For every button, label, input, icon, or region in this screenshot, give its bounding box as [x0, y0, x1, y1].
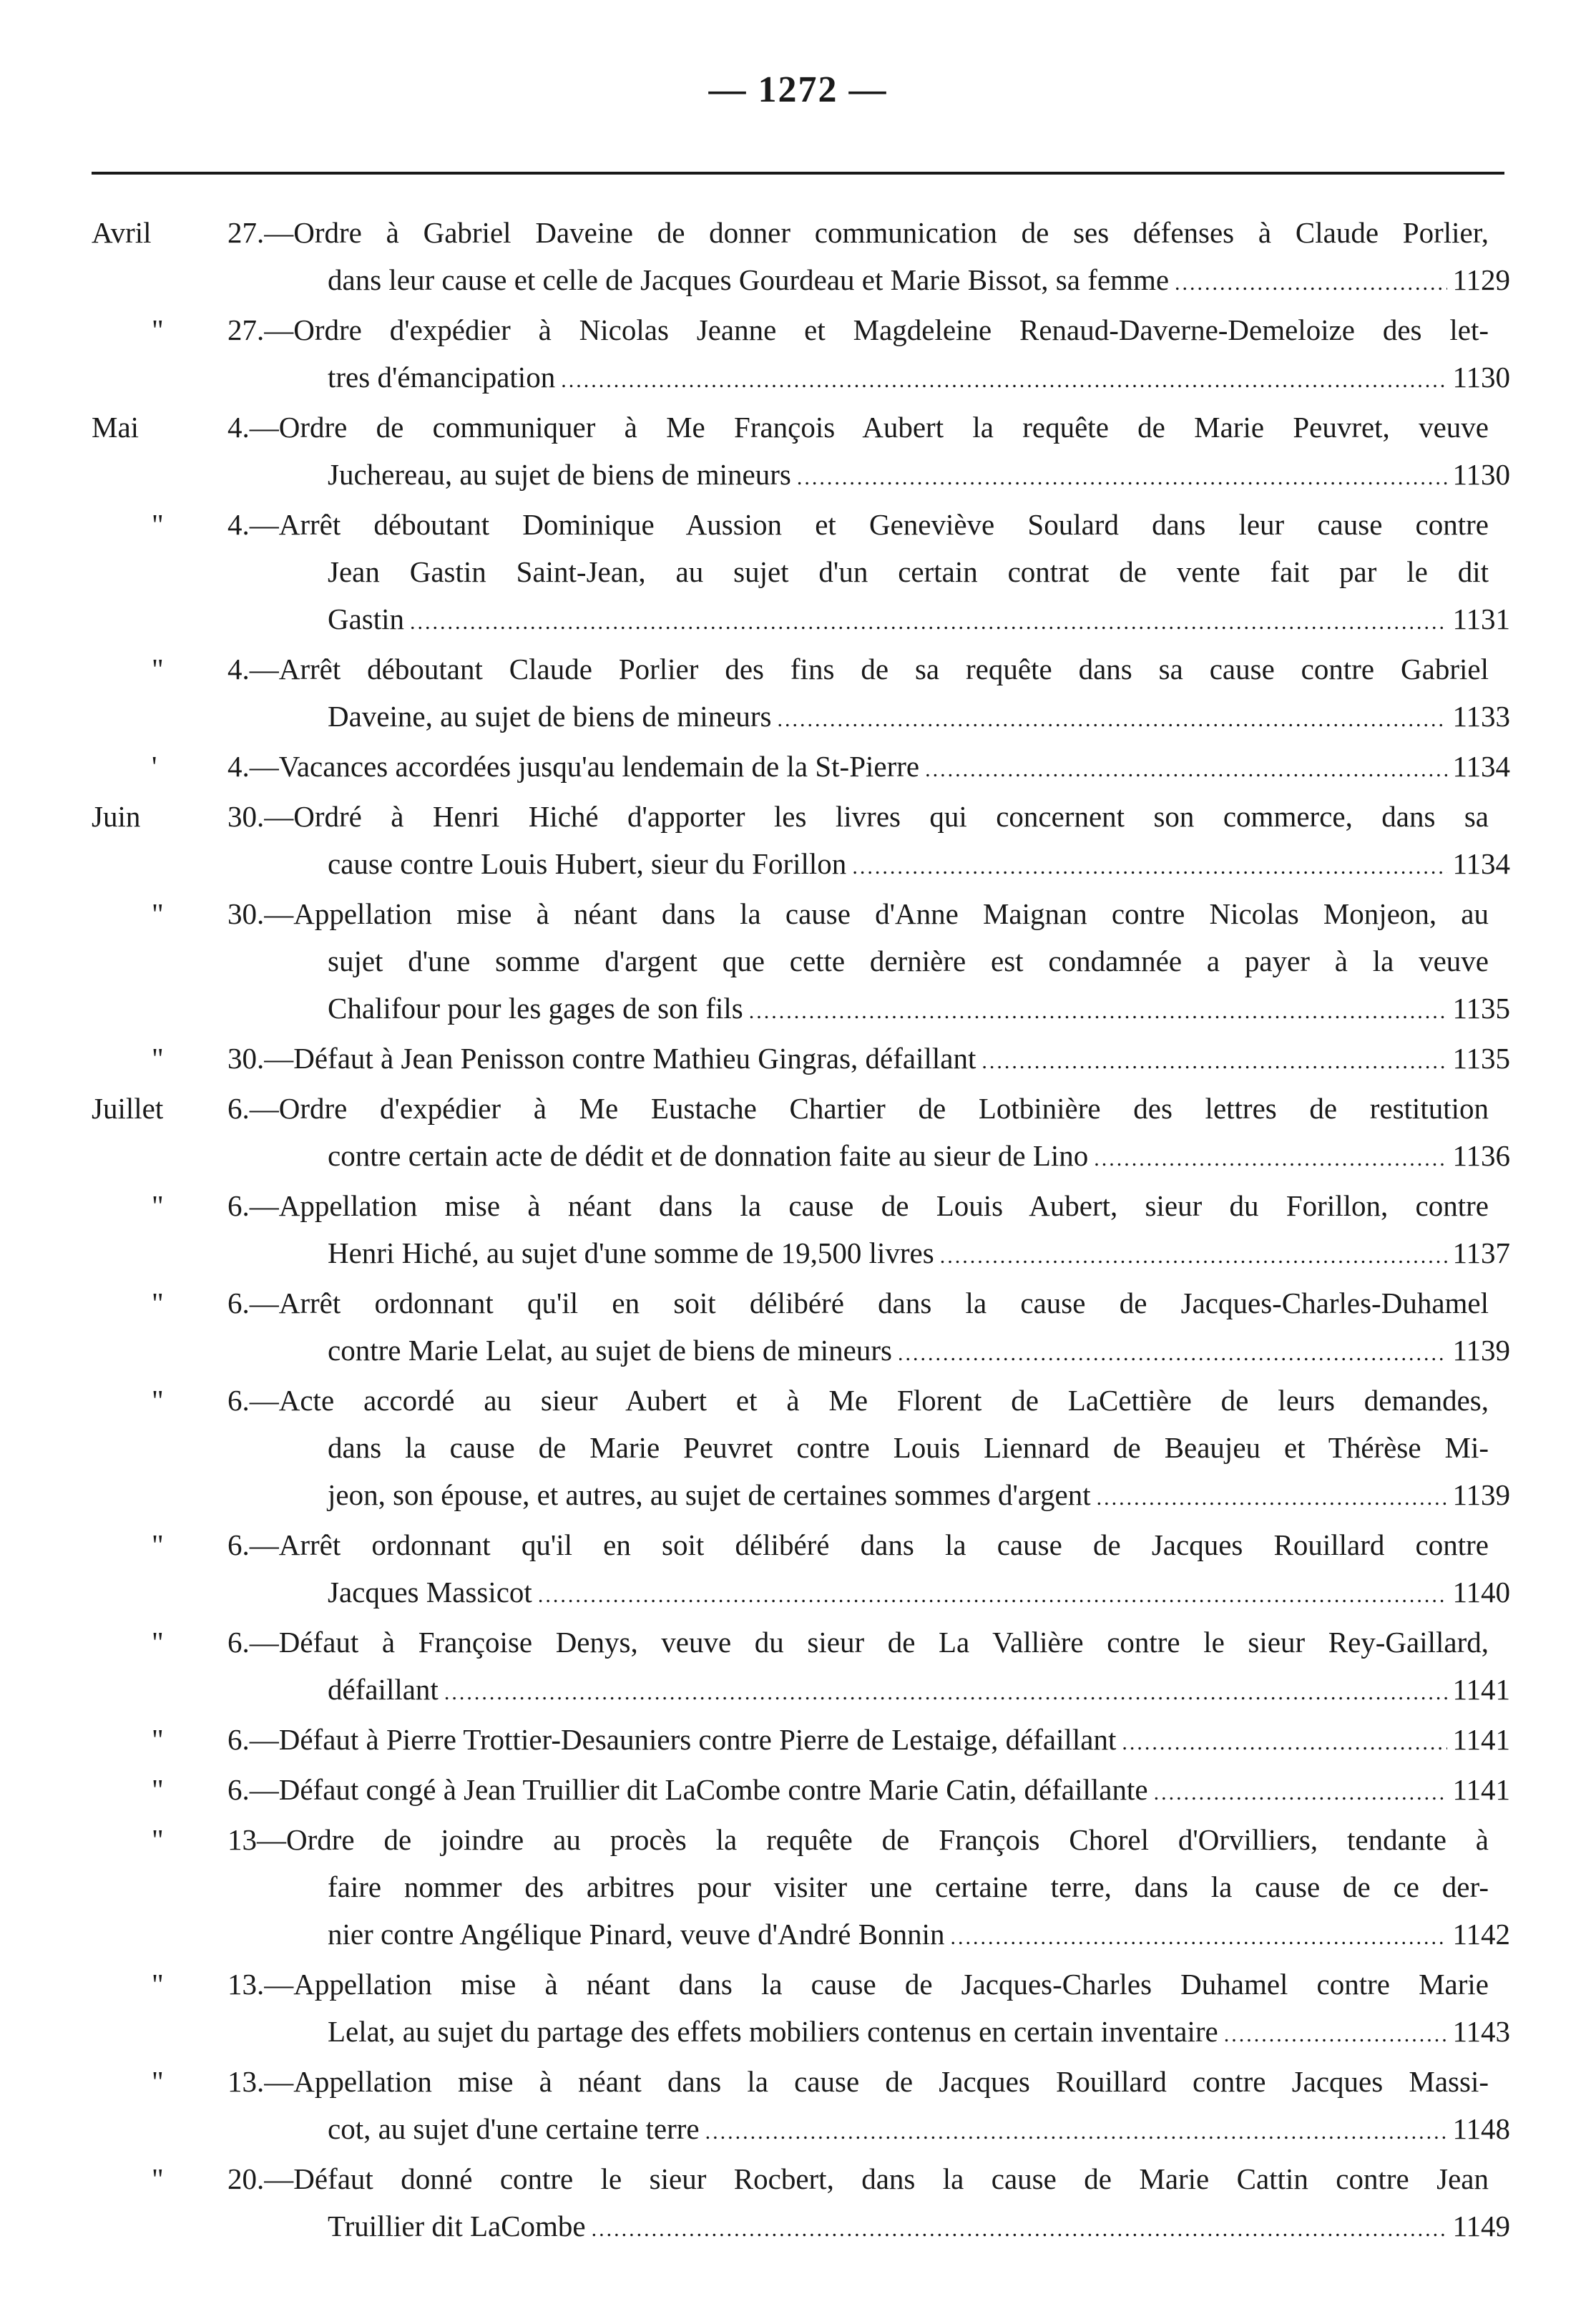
entry-text: 6.—Défaut congé à Jean Truillier dit LaCombe contre Marie Catin, défaillante [227, 1773, 1148, 1806]
entry-text: 27.—Ordre d'expédier à Nicolas Jeanne et Magdeleine Renaud-Daverne-Demeloize des let- [227, 313, 1489, 346]
leader-dots [797, 454, 1447, 502]
entry-line [0, 1279, 1596, 1327]
entry-page-ref: 1141 [1452, 1673, 1510, 1706]
entry-line [0, 501, 1596, 548]
entry-page-ref: 1141 [1452, 1723, 1510, 1756]
entry-text: dans leur cause et celle de Jacques Gourdeau et Marie Bissot, sa femme [328, 263, 1170, 296]
leader-dots [852, 844, 1446, 891]
entry-line [0, 1085, 1596, 1132]
leader-dots [1097, 1475, 1447, 1522]
entry-line [0, 2058, 1596, 2105]
entry-text: 30.—Défaut à Jean Penisson contre Mathieu Gingras, défaillant [227, 1042, 976, 1075]
leader-dots [444, 1669, 1447, 1717]
entry-month: Avril [92, 216, 152, 249]
entry-line [0, 2008, 1596, 2055]
ditto-mark: " [152, 1189, 164, 1222]
entry-line [0, 1910, 1596, 1958]
ditto-mark: " [152, 1773, 164, 1806]
entry-text: Henri Hiché, au sujet d'une somme de 19,500 livres [328, 1236, 934, 1269]
entry-text: Truillier dit LaCombe [328, 2210, 586, 2242]
entry-line [0, 645, 1596, 693]
index-entry [0, 1619, 1596, 1713]
entry-line [0, 404, 1596, 451]
index-entry [0, 209, 1596, 303]
entry-page-ref: 1130 [1452, 458, 1510, 491]
leader-dots [1094, 1136, 1446, 1183]
entry-line [0, 1035, 1596, 1082]
entry-line [0, 548, 1596, 595]
entry-page-ref: 1142 [1452, 1918, 1510, 1951]
entry-text: 13.—Appellation mise à néant dans la cause de Jacques-Charles Duhamel contre Marie [227, 1968, 1489, 2001]
entry-line [0, 840, 1596, 887]
entry-text: 30.—Ordré à Henri Hiché d'apporter les livres qui concernent son commerce, dans sa [227, 800, 1489, 833]
entry-text: contre Marie Lelat, au sujet de biens de mineurs [328, 1334, 892, 1367]
leader-dots [1154, 1770, 1447, 1817]
entry-text: 6.—Appellation mise à néant dans la cause de Louis Aubert, sieur du Forillon, contre [227, 1189, 1489, 1222]
entry-page-ref: 1148 [1452, 2112, 1510, 2145]
ditto-mark: " [152, 1042, 164, 1075]
entry-line [0, 1961, 1596, 2008]
index-entry [0, 1035, 1596, 1082]
entry-text: Juchereau, au sujet de biens de mineurs [328, 458, 791, 491]
index-entry [0, 890, 1596, 1032]
entry-line [0, 2155, 1596, 2202]
entry-line [0, 1863, 1596, 1910]
entry-text: défaillant [328, 1673, 439, 1706]
entry-page-ref: 1149 [1452, 2210, 1510, 2242]
ditto-mark: " [152, 1287, 164, 1319]
entry-text: 6.—Défaut à Françoise Denys, veuve du sieur de La Vallière contre le sieur Rey-Gaillard, [227, 1626, 1489, 1659]
entry-page-ref: 1134 [1452, 847, 1510, 880]
entry-text: nier contre Angélique Pinard, veuve d'André Bonnin [328, 1918, 945, 1951]
entry-page-ref: 1129 [1452, 263, 1510, 296]
entry-text: 27.—Ordre à Gabriel Daveine de donner communication de ses défenses à Claude Porlier, [227, 216, 1489, 249]
entry-page-ref: 1130 [1452, 361, 1510, 394]
entry-line [0, 1766, 1596, 1813]
leader-dots [1175, 260, 1446, 307]
ditto-mark: " [152, 653, 164, 685]
index-entry [0, 306, 1596, 401]
entry-page-ref: 1139 [1452, 1334, 1510, 1367]
entry-line [0, 1816, 1596, 1863]
ditto-mark: " [152, 1626, 164, 1659]
index-entry [0, 645, 1596, 740]
index-entry [0, 793, 1596, 887]
ditto-mark: " [152, 897, 164, 930]
entry-page-ref: 1141 [1452, 1773, 1510, 1806]
ditto-mark: " [152, 508, 164, 541]
entry-line [0, 937, 1596, 985]
entry-text: 13.—Appellation mise à néant dans la cause de Jacques Rouillard contre Jacques Massi- [227, 2065, 1489, 2098]
entry-line [0, 1327, 1596, 1374]
entry-page-ref: 1135 [1452, 1042, 1510, 1075]
leader-dots [950, 1914, 1446, 1961]
entry-month: Mai [92, 411, 139, 444]
entry-page-ref: 1134 [1452, 750, 1510, 783]
entry-text: 6.—Arrêt ordonnant qu'il en soit délibéré dans la cause de Jacques-Charles-Duhamel [227, 1287, 1489, 1319]
entry-text: sujet d'une somme d'argent que cette dernière est condamnée a payer à la veuve [328, 945, 1489, 977]
entry-line [0, 595, 1596, 643]
entry-page-ref: 1139 [1452, 1478, 1510, 1511]
index-entry [0, 501, 1596, 643]
leader-dots [778, 696, 1447, 743]
index-entry [0, 1085, 1596, 1179]
entry-line [0, 793, 1596, 840]
index-entry [0, 1766, 1596, 1813]
leader-dots [1122, 1719, 1446, 1767]
entry-text: 13—Ordre de joindre au procès la requête de François Chorel d'Orvilliers, tendante à [227, 1823, 1489, 1856]
entry-text: Lelat, au sujet du partage des effets mobiliers contenus en certain inventaire [328, 2015, 1218, 2048]
ditto-mark: " [152, 1384, 164, 1417]
entry-line [0, 451, 1596, 498]
entry-month: Juin [92, 800, 141, 833]
entry-line [0, 2202, 1596, 2250]
page-number: — 1272 — [708, 69, 888, 110]
entry-page-ref: 1131 [1452, 602, 1510, 635]
entry-text: 4.—Arrêt déboutant Dominique Aussion et Geneviève Soulard dans leur cause contre [227, 508, 1489, 541]
entry-line [0, 1471, 1596, 1518]
index-entry [0, 1961, 1596, 2055]
entry-text: 6.—Acte accordé au sieur Aubert et à Me Florent de LaCettière de leurs demandes, [227, 1384, 1489, 1417]
ditto-mark: ' [152, 750, 157, 783]
index-entry [0, 743, 1596, 790]
entry-page-ref: 1137 [1452, 1236, 1510, 1269]
entry-page-ref: 1133 [1452, 700, 1510, 733]
entry-page-ref: 1136 [1452, 1139, 1510, 1172]
leader-dots [538, 1572, 1447, 1619]
entry-text: Daveine, au sujet de biens de mineurs [328, 700, 772, 733]
index-entry [0, 1521, 1596, 1616]
entry-line [0, 1182, 1596, 1229]
ditto-mark: " [152, 313, 164, 346]
entry-line [0, 256, 1596, 303]
entry-line [0, 209, 1596, 256]
entry-page-ref: 1140 [1452, 1576, 1510, 1609]
ditto-mark: " [152, 2065, 164, 2098]
entry-line [0, 1716, 1596, 1763]
entry-text: Gastin [328, 602, 405, 635]
index-entry [0, 1716, 1596, 1763]
index-entry [0, 1377, 1596, 1518]
entry-text: 20.—Défaut donné contre le sieur Rocbert, dans la cause de Marie Cattin contre Jean [227, 2162, 1489, 2195]
entry-text: Jean Gastin Saint-Jean, au sujet d'un certain contrat de vente fait par le dit [328, 555, 1489, 588]
entry-text: 4.—Arrêt déboutant Claude Porlier des fins de sa requête dans sa cause contre Gabriel [227, 653, 1489, 685]
entry-line [0, 1521, 1596, 1568]
entry-line [0, 1229, 1596, 1277]
entry-text: contre certain acte de dédit et de donnation faite au sieur de Lino [328, 1139, 1089, 1172]
leader-dots [561, 357, 1446, 404]
ditto-mark: " [152, 1823, 164, 1856]
leader-dots [981, 1038, 1446, 1085]
entry-line [0, 890, 1596, 937]
entry-line [0, 306, 1596, 353]
ditto-mark: " [152, 1528, 164, 1561]
leader-dots [925, 746, 1446, 794]
entry-line [0, 1377, 1596, 1424]
entry-line [0, 1568, 1596, 1616]
index-entry [0, 1182, 1596, 1277]
index-entry [0, 1816, 1596, 1958]
entry-month: Juillet [92, 1092, 164, 1125]
leader-dots [705, 2109, 1447, 2156]
entry-line [0, 743, 1596, 790]
entry-line [0, 353, 1596, 401]
entry-line [0, 1666, 1596, 1713]
ditto-mark: " [152, 1968, 164, 2001]
entry-text: 6.—Défaut à Pierre Trottier-Desauniers contre Pierre de Lestaige, défaillant [227, 1723, 1117, 1756]
index-entry [0, 404, 1596, 498]
index-entry [0, 1279, 1596, 1374]
entry-text: 4.—Ordre de communiquer à Me François Aubert la requête de Marie Peuvret, veuve [227, 411, 1489, 444]
entry-text: 6.—Arrêt ordonnant qu'il en soit délibéré dans la cause de Jacques Rouillard contre [227, 1528, 1489, 1561]
leader-dots [940, 1233, 1447, 1280]
entry-text: faire nommer des arbitres pour visiter une certaine terre, dans la cause de ce der- [328, 1870, 1489, 1903]
entry-text: Chalifour pour les gages de son fils [328, 992, 743, 1025]
entry-text: 6.—Ordre d'expédier à Me Eustache Chartier de Lotbinière des lettres de restitution [227, 1092, 1489, 1125]
header-rule [92, 172, 1504, 175]
entry-text: cot, au sujet d'une certaine terre [328, 2112, 700, 2145]
entry-line [0, 1424, 1596, 1471]
entry-text: jeon, son épouse, et autres, au sujet de certaines sommes d'argent [328, 1478, 1091, 1511]
entry-line [0, 1132, 1596, 1179]
entry-text: 30.—Appellation mise à néant dans la cause d'Anne Maignan contre Nicolas Monjeon, au [227, 897, 1489, 930]
entry-text: cause contre Louis Hubert, sieur du Forillon [328, 847, 847, 880]
leader-dots [749, 988, 1447, 1035]
entry-line [0, 2105, 1596, 2152]
index-entry [0, 2155, 1596, 2250]
leader-dots [898, 1330, 1447, 1377]
index-entry [0, 2058, 1596, 2152]
entry-text: tres d'émancipation [328, 361, 556, 394]
entry-page-ref: 1143 [1452, 2015, 1510, 2048]
ditto-mark: " [152, 1723, 164, 1756]
leader-dots [592, 2206, 1447, 2253]
entry-page-ref: 1135 [1452, 992, 1510, 1025]
entry-text: dans la cause de Marie Peuvret contre Louis Liennard de Beaujeu et Thérèse Mi- [328, 1431, 1489, 1464]
entry-line [0, 985, 1596, 1032]
index-entries [0, 209, 1596, 2252]
leader-dots [410, 599, 1446, 646]
leader-dots [1224, 2011, 1447, 2059]
entry-text: 4.—Vacances accordées jusqu'au lendemain de la St-Pierre [227, 750, 920, 783]
entry-line [0, 693, 1596, 740]
ditto-mark: " [152, 2162, 164, 2195]
entry-text: Jacques Massicot [328, 1576, 532, 1609]
entry-line [0, 1619, 1596, 1666]
